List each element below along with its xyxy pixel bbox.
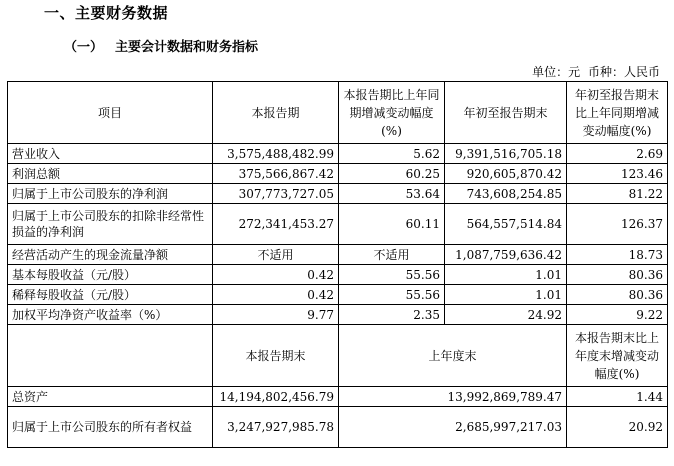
row-label: 利润总额: [8, 164, 213, 184]
cell-value: 0.42: [213, 265, 339, 285]
row-label: 加权平均净资产收益率（%）: [8, 305, 213, 325]
header-period-end: 本报告期末: [213, 325, 339, 387]
cell-value: 2.69: [567, 144, 668, 164]
cell-value: 307,773,727.05: [213, 184, 339, 204]
cell-value: 920,605,870.42: [445, 164, 567, 184]
row-label: 基本每股收益（元/股）: [8, 265, 213, 285]
cell-value: 不适用: [339, 245, 445, 265]
cell-value: 2.35: [339, 305, 445, 325]
currency-label: 币种：人民币: [587, 65, 660, 79]
row-label: 归属于上市公司股东的净利润: [8, 184, 213, 204]
table-row: [8, 164, 668, 184]
cell-value: 1.01: [445, 265, 567, 285]
table-row: [8, 204, 668, 245]
table-row: [8, 184, 668, 204]
cell-value: 60.11: [339, 204, 445, 245]
cell-value: 126.37: [567, 204, 668, 245]
table-row: [8, 285, 668, 305]
cell-value: 3,247,927,985.78: [213, 407, 339, 448]
cell-value: 123.46: [567, 164, 668, 184]
row-label: 归属于上市公司股东的所有者权益: [8, 407, 213, 448]
header-ytd-change: 年初至报告期末比上年同期增减变动幅度(%): [567, 82, 668, 144]
cell-value: 80.36: [567, 285, 668, 305]
cell-value: 81.22: [567, 184, 668, 204]
table-row: [8, 407, 668, 448]
cell-value: 3,575,488,482.99: [213, 144, 339, 164]
cell-value: 272,341,453.27: [213, 204, 339, 245]
cell-value: 24.92: [445, 305, 567, 325]
table-row: [8, 305, 668, 325]
cell-value: 14,194,802,456.79: [213, 387, 339, 407]
cell-value: 9.22: [567, 305, 668, 325]
subsection-label: 主要会计数据和财务指标: [115, 40, 259, 55]
subsection-title: [64, 36, 258, 55]
cell-value: 不适用: [213, 245, 339, 265]
cell-value: 743,608,254.85: [445, 184, 567, 204]
subsection-number: （一）: [64, 40, 104, 55]
cell-value: 20.92: [567, 407, 668, 448]
header-current-period: 本报告期: [213, 82, 339, 144]
unit-label: 单位：元: [532, 65, 581, 79]
financial-data-table: [7, 81, 668, 448]
cell-value: 9,391,516,705.18: [445, 144, 567, 164]
row-label: 归属于上市公司股东的扣除非经常性损益的净利润: [8, 204, 213, 245]
unit-line: [528, 63, 660, 80]
row-label: 稀释每股收益（元/股）: [8, 285, 213, 305]
table-row: [8, 387, 668, 407]
cell-value: 18.73: [567, 245, 668, 265]
row-label: 总资产: [8, 387, 213, 407]
cell-value: 375,566,867.42: [213, 164, 339, 184]
cell-value: 80.36: [567, 265, 668, 285]
cell-value: 55.56: [339, 265, 445, 285]
cell-value: 13,992,869,789.47: [339, 387, 567, 407]
header-item: 项目: [8, 82, 213, 144]
cell-value: 1.44: [567, 387, 668, 407]
header-prior-year-end: 上年度末: [339, 325, 567, 387]
table-row: [8, 245, 668, 265]
cell-value: 1.01: [445, 285, 567, 305]
cell-value: 2,685,997,217.03: [339, 407, 567, 448]
cell-value: 60.25: [339, 164, 445, 184]
header-ytd: 年初至报告期末: [445, 82, 567, 144]
table-row: [8, 265, 668, 285]
header-current-period-change: 本报告期比上年同期增减变动幅度(%): [339, 82, 445, 144]
cell-value: 1,087,759,636.42: [445, 245, 567, 265]
cell-value: 0.42: [213, 285, 339, 305]
table-row: [8, 144, 668, 164]
cell-value: 53.64: [339, 184, 445, 204]
header-blank: [8, 325, 213, 387]
row-label: 经营活动产生的现金流量净额: [8, 245, 213, 265]
cell-value: 9.77: [213, 305, 339, 325]
header-period-end-change: 本报告期末比上年度末增减变动幅度(%): [567, 325, 668, 387]
cell-value: 564,557,514.84: [445, 204, 567, 245]
cell-value: 5.62: [339, 144, 445, 164]
row-label: 营业收入: [8, 144, 213, 164]
cell-value: 55.56: [339, 285, 445, 305]
section-title: 一、主要财务数据: [44, 4, 169, 22]
